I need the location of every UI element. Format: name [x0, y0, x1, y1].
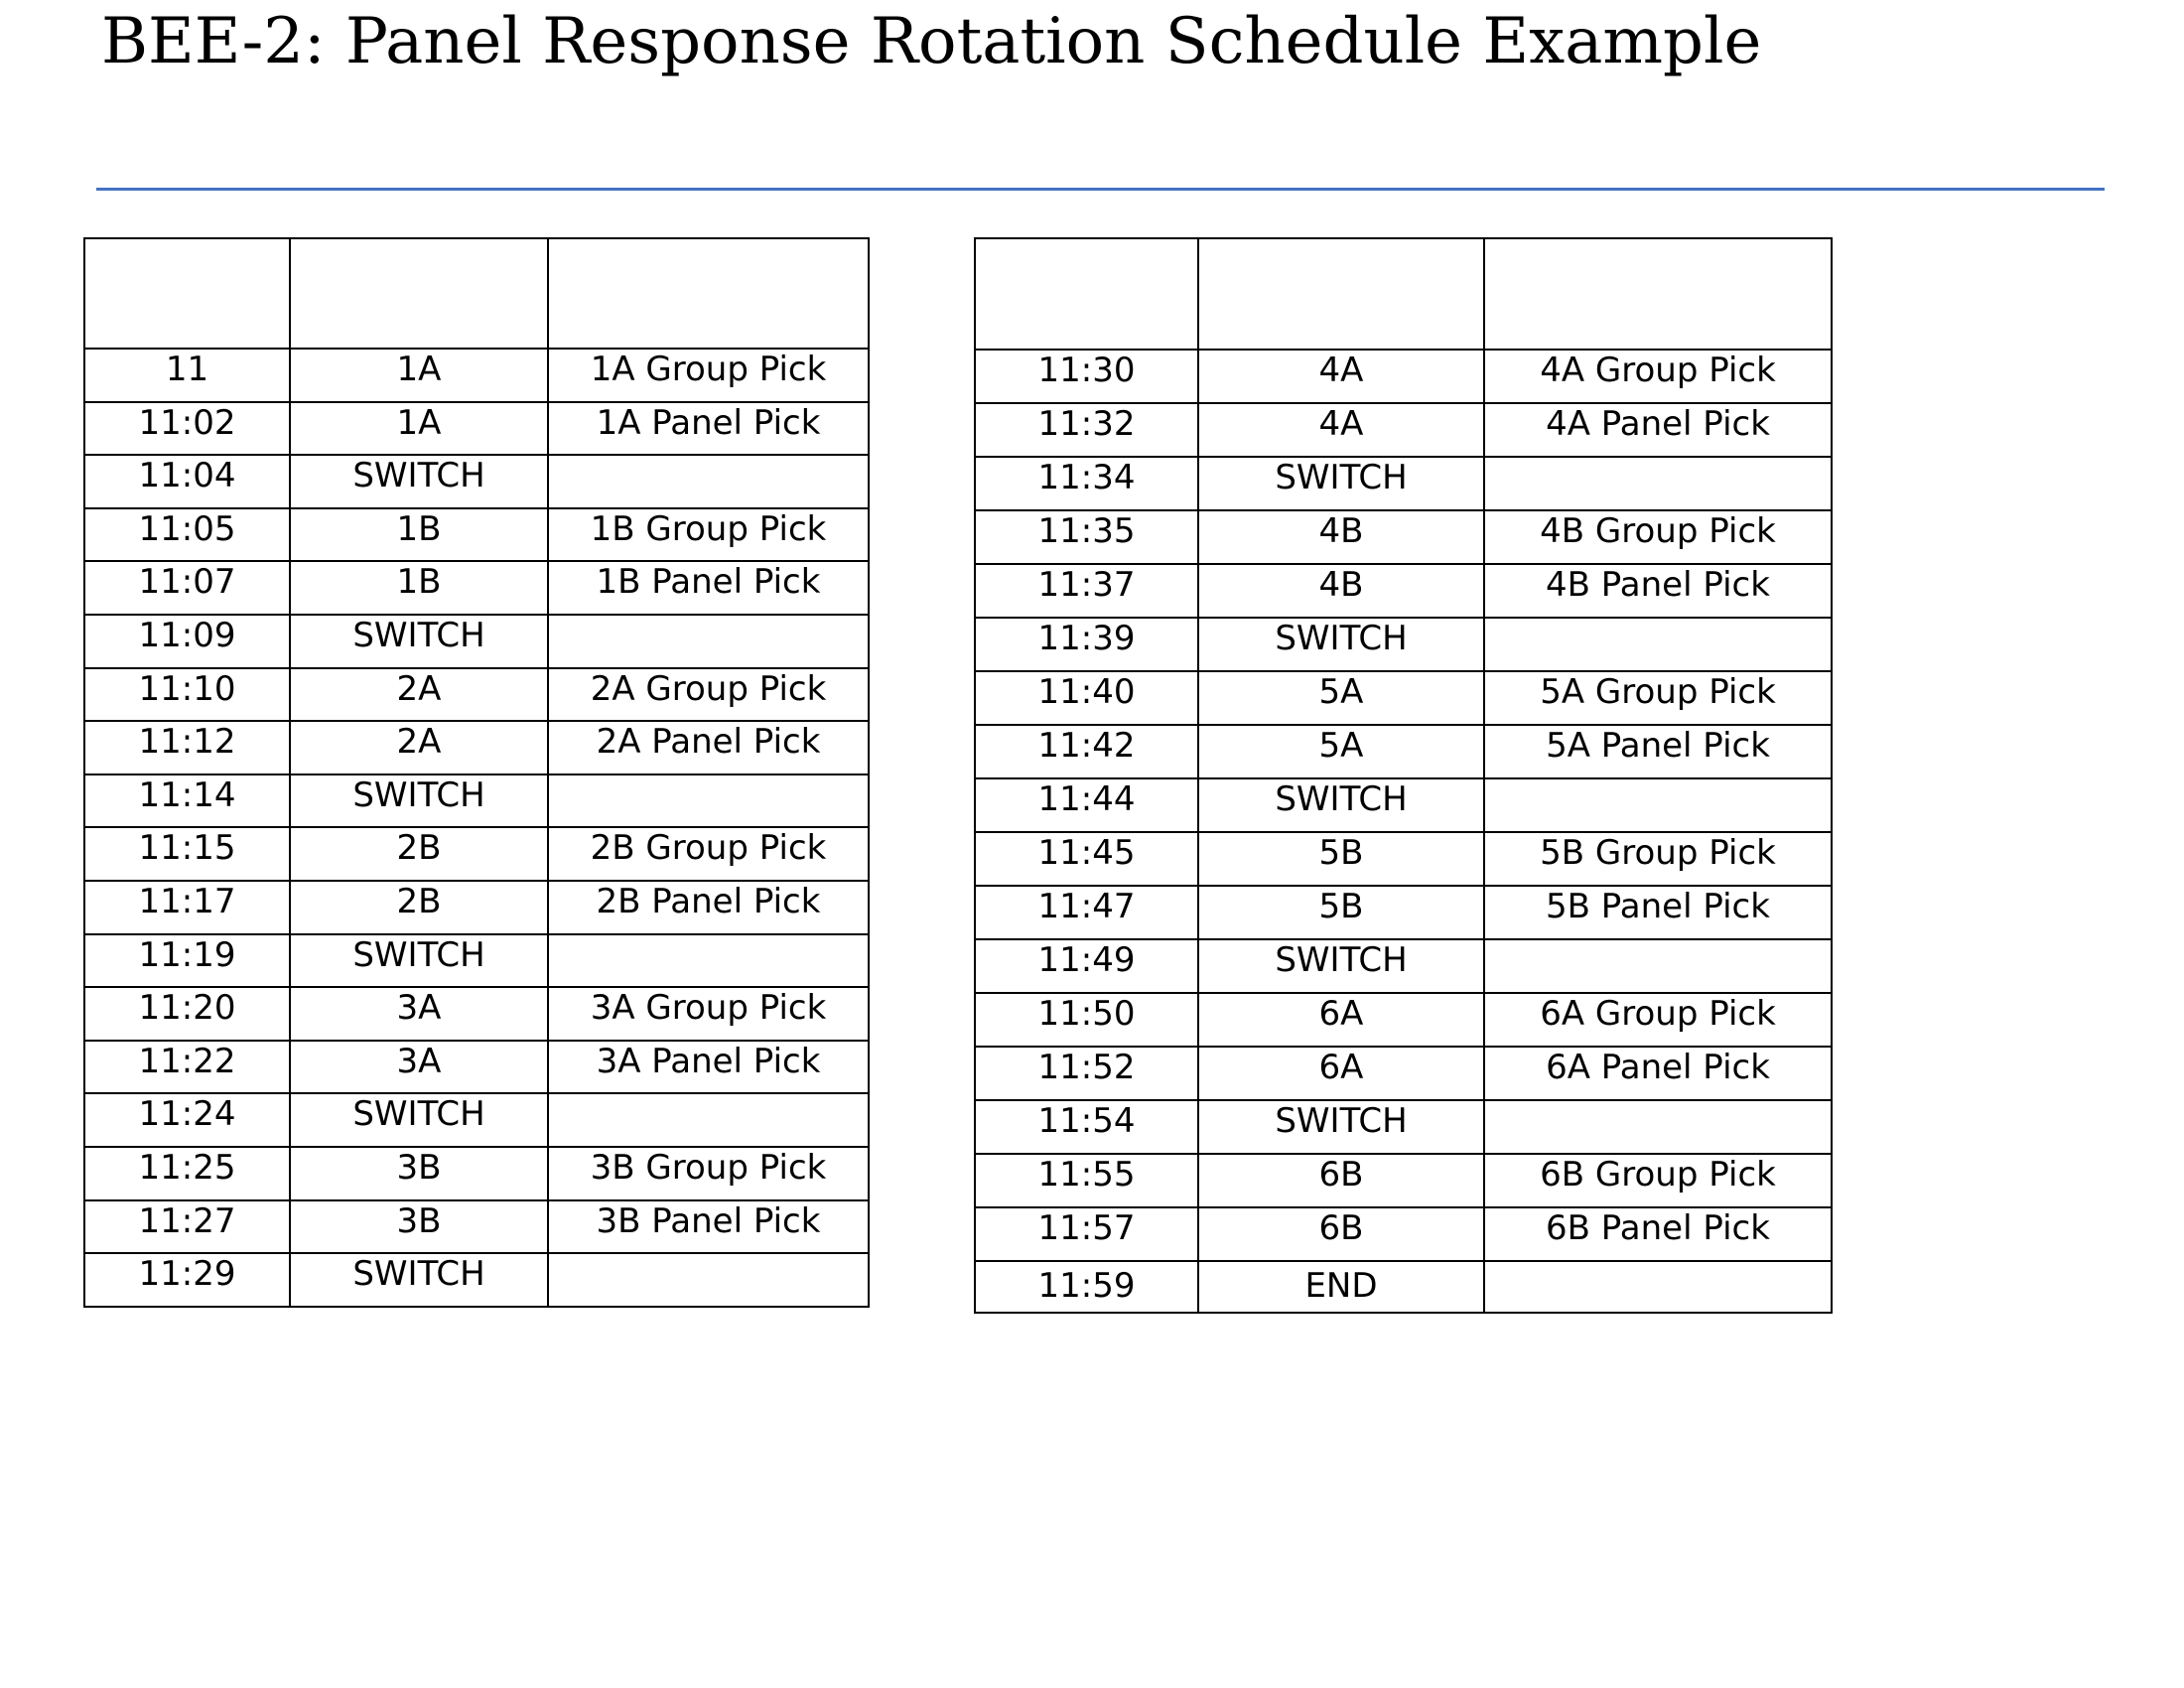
activity-cell: 1A Group Pick	[548, 349, 869, 402]
time-cell: 11:29	[84, 1253, 290, 1307]
table-row	[84, 934, 869, 988]
time-cell: 11:32	[975, 403, 1198, 457]
header-cell	[975, 238, 1198, 350]
activity-cell	[1484, 618, 1832, 671]
header-cell	[548, 238, 869, 349]
table-header-row	[975, 238, 1832, 350]
panel-cell: 5A	[1198, 671, 1484, 725]
table-row	[975, 1047, 1832, 1100]
time-cell: 11:54	[975, 1100, 1198, 1154]
panel-cell: 3A	[290, 987, 548, 1041]
schedule-table-left	[83, 237, 870, 1308]
table-row	[84, 1147, 869, 1200]
activity-cell: 2A Panel Pick	[548, 721, 869, 774]
time-cell: 11:15	[84, 827, 290, 881]
panel-cell: SWITCH	[290, 934, 548, 988]
table-row	[975, 993, 1832, 1047]
time-cell: 11:35	[975, 510, 1198, 564]
table-row	[975, 1207, 1832, 1261]
schedule-table-right-body	[975, 238, 1832, 1313]
panel-cell: END	[1198, 1261, 1484, 1313]
table-row	[975, 457, 1832, 510]
time-cell: 11	[84, 349, 290, 402]
activity-cell: 2B Group Pick	[548, 827, 869, 881]
activity-cell	[1484, 457, 1832, 510]
activity-cell	[548, 615, 869, 668]
time-cell: 11:22	[84, 1041, 290, 1094]
time-cell: 11:55	[975, 1154, 1198, 1207]
time-cell: 11:52	[975, 1047, 1198, 1100]
time-cell: 11:42	[975, 725, 1198, 778]
activity-cell: 4A Panel Pick	[1484, 403, 1832, 457]
table-row	[975, 778, 1832, 832]
table-row	[975, 671, 1832, 725]
panel-cell: 5A	[1198, 725, 1484, 778]
panel-cell: 1B	[290, 561, 548, 615]
panel-cell: 6A	[1198, 993, 1484, 1047]
table-row	[84, 402, 869, 456]
activity-cell: 4A Group Pick	[1484, 350, 1832, 403]
title-underline	[96, 188, 2105, 191]
activity-cell: 6A Panel Pick	[1484, 1047, 1832, 1100]
panel-cell: 4B	[1198, 510, 1484, 564]
activity-cell: 3B Group Pick	[548, 1147, 869, 1200]
table-row	[975, 1100, 1832, 1154]
activity-cell: 3B Panel Pick	[548, 1200, 869, 1254]
activity-cell: 6B Group Pick	[1484, 1154, 1832, 1207]
activity-cell: 1A Panel Pick	[548, 402, 869, 456]
panel-cell: 5B	[1198, 886, 1484, 939]
table-row	[975, 725, 1832, 778]
panel-cell: SWITCH	[290, 1093, 548, 1147]
time-cell: 11:30	[975, 350, 1198, 403]
panel-cell: SWITCH	[1198, 457, 1484, 510]
time-cell: 11:34	[975, 457, 1198, 510]
activity-cell: 1B Group Pick	[548, 508, 869, 562]
panel-cell: 6B	[1198, 1154, 1484, 1207]
page-title: BEE-2: Panel Response Rotation Schedule Example	[101, 5, 1762, 78]
panel-cell: SWITCH	[290, 1253, 548, 1307]
time-cell: 11:14	[84, 774, 290, 828]
activity-cell: 2A Group Pick	[548, 668, 869, 722]
time-cell: 11:47	[975, 886, 1198, 939]
panel-cell: SWITCH	[1198, 939, 1484, 993]
time-cell: 11:10	[84, 668, 290, 722]
activity-cell	[548, 1253, 869, 1307]
panel-cell: 6B	[1198, 1207, 1484, 1261]
table-row	[84, 615, 869, 668]
table-row	[975, 350, 1832, 403]
activity-cell: 1B Panel Pick	[548, 561, 869, 615]
panel-cell: 6A	[1198, 1047, 1484, 1100]
activity-cell: 5A Group Pick	[1484, 671, 1832, 725]
panel-cell: 1B	[290, 508, 548, 562]
panel-cell: 1A	[290, 349, 548, 402]
table-row	[84, 987, 869, 1041]
activity-cell	[1484, 1261, 1832, 1313]
panel-cell: 3B	[290, 1200, 548, 1254]
time-cell: 11:07	[84, 561, 290, 615]
panel-cell: SWITCH	[1198, 778, 1484, 832]
panel-cell: 2A	[290, 668, 548, 722]
activity-cell	[548, 934, 869, 988]
time-cell: 11:57	[975, 1207, 1198, 1261]
time-cell: 11:09	[84, 615, 290, 668]
panel-cell: 2A	[290, 721, 548, 774]
panel-cell: 2B	[290, 881, 548, 934]
table-row	[84, 1093, 869, 1147]
table-row	[84, 1253, 869, 1307]
panel-cell: 5B	[1198, 832, 1484, 886]
activity-cell: 6B Panel Pick	[1484, 1207, 1832, 1261]
table-row	[84, 1200, 869, 1254]
table-row	[84, 881, 869, 934]
time-cell: 11:37	[975, 564, 1198, 618]
table-row	[975, 564, 1832, 618]
time-cell: 11:12	[84, 721, 290, 774]
table-row	[84, 827, 869, 881]
time-cell: 11:45	[975, 832, 1198, 886]
table-row	[84, 721, 869, 774]
time-cell: 11:44	[975, 778, 1198, 832]
activity-cell: 5B Group Pick	[1484, 832, 1832, 886]
time-cell: 11:17	[84, 881, 290, 934]
activity-cell: 3A Panel Pick	[548, 1041, 869, 1094]
time-cell: 11:05	[84, 508, 290, 562]
panel-cell: 3A	[290, 1041, 548, 1094]
activity-cell: 5B Panel Pick	[1484, 886, 1832, 939]
header-cell	[1484, 238, 1832, 350]
table-row	[975, 618, 1832, 671]
activity-cell	[548, 1093, 869, 1147]
time-cell: 11:39	[975, 618, 1198, 671]
table-row	[84, 508, 869, 562]
time-cell: 11:40	[975, 671, 1198, 725]
panel-cell: SWITCH	[290, 615, 548, 668]
time-cell: 11:27	[84, 1200, 290, 1254]
activity-cell	[1484, 939, 1832, 993]
table-row	[84, 455, 869, 508]
table-row	[84, 668, 869, 722]
panel-cell: SWITCH	[290, 455, 548, 508]
time-cell: 11:49	[975, 939, 1198, 993]
table-row	[975, 832, 1832, 886]
panel-cell: 4A	[1198, 403, 1484, 457]
activity-cell: 4B Panel Pick	[1484, 564, 1832, 618]
table-row	[975, 403, 1832, 457]
time-cell: 11:02	[84, 402, 290, 456]
schedule-table-left-body	[84, 238, 869, 1307]
table-row	[84, 1041, 869, 1094]
activity-cell	[548, 774, 869, 828]
table-header-row	[84, 238, 869, 349]
panel-cell: 1A	[290, 402, 548, 456]
panel-cell: 4A	[1198, 350, 1484, 403]
activity-cell	[1484, 778, 1832, 832]
panel-cell: 2B	[290, 827, 548, 881]
table-row	[975, 939, 1832, 993]
time-cell: 11:50	[975, 993, 1198, 1047]
header-cell	[290, 238, 548, 349]
time-cell: 11:25	[84, 1147, 290, 1200]
table-row	[975, 510, 1832, 564]
header-cell	[1198, 238, 1484, 350]
activity-cell: 6A Group Pick	[1484, 993, 1832, 1047]
activity-cell: 4B Group Pick	[1484, 510, 1832, 564]
table-row	[975, 886, 1832, 939]
table-row	[84, 349, 869, 402]
time-cell: 11:59	[975, 1261, 1198, 1313]
activity-cell	[548, 455, 869, 508]
table-row	[84, 774, 869, 828]
panel-cell: SWITCH	[1198, 618, 1484, 671]
panel-cell: 3B	[290, 1147, 548, 1200]
activity-cell: 5A Panel Pick	[1484, 725, 1832, 778]
table-row	[975, 1261, 1832, 1313]
panel-cell: SWITCH	[1198, 1100, 1484, 1154]
time-cell: 11:19	[84, 934, 290, 988]
header-cell	[84, 238, 290, 349]
time-cell: 11:20	[84, 987, 290, 1041]
time-cell: 11:24	[84, 1093, 290, 1147]
panel-cell: 4B	[1198, 564, 1484, 618]
activity-cell: 3A Group Pick	[548, 987, 869, 1041]
activity-cell: 2B Panel Pick	[548, 881, 869, 934]
panel-cell: SWITCH	[290, 774, 548, 828]
table-row	[84, 561, 869, 615]
schedule-table-right	[974, 237, 1833, 1314]
table-row	[975, 1154, 1832, 1207]
activity-cell	[1484, 1100, 1832, 1154]
time-cell: 11:04	[84, 455, 290, 508]
